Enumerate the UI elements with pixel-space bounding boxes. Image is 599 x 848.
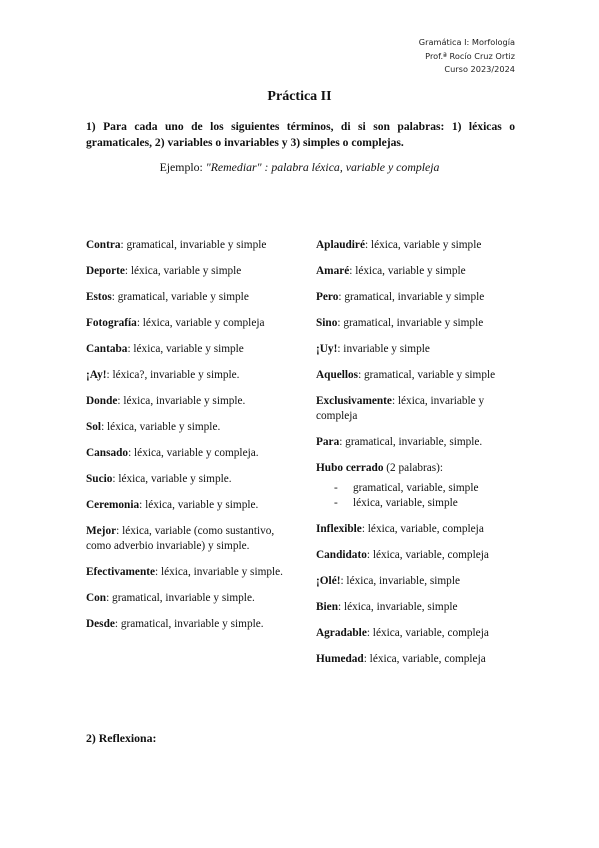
term-classification: : gramatical, variable y simple [358, 369, 496, 381]
term-word: Amaré [316, 265, 350, 277]
term-word: Sol [86, 421, 102, 433]
term-classification: : léxica, variable y simple [364, 239, 482, 251]
term-word: Cantaba [86, 343, 128, 355]
term-entry [316, 652, 516, 667]
term-word: Sino [316, 317, 338, 329]
term-classification: : gramatical, variable y simple [111, 291, 249, 303]
term-entry [86, 446, 288, 461]
right-column [316, 238, 516, 678]
term-word: Estos [86, 291, 112, 303]
sublist-item: - gramatical, variable, simple [316, 481, 516, 496]
example-text: "Remediar" : palabra léxica, variable y compleja [205, 160, 440, 174]
term-classification: : invariable y simple [337, 343, 430, 355]
term-entry [316, 574, 516, 589]
example-label: Ejemplo: [159, 160, 206, 174]
term-entry [86, 420, 288, 435]
term-classification: : léxica?, invariable y simple. [106, 369, 240, 381]
term-word: Candidato [316, 549, 367, 561]
term-word: Mejor [86, 525, 117, 537]
term-classification: : léxica, invariable, simple [340, 575, 460, 587]
term-entry [86, 524, 288, 554]
term-entry [316, 548, 516, 563]
term-word: Con [86, 592, 107, 604]
term-word: Sucio [86, 473, 113, 485]
term-classification: : gramatical, invariable y simple [120, 239, 267, 251]
term-classification: : léxica, variable, compleja [361, 523, 484, 535]
term-classification: : léxica, variable, compleja [366, 627, 489, 639]
term-classification: : léxica, variable y simple. [112, 473, 232, 485]
term-entry [316, 264, 516, 279]
example-line [0, 160, 599, 175]
term-classification: : léxica, variable, compleja [363, 653, 486, 665]
term-word: Aplaudiré [316, 239, 365, 251]
term-classification: : léxica, variable y simple [124, 265, 242, 277]
term-entry [86, 316, 288, 331]
term-entry [86, 264, 288, 279]
term-entry [316, 342, 516, 357]
term-entry [316, 316, 516, 331]
term-entry [316, 600, 516, 615]
term-classification: : gramatical, invariable, simple. [339, 436, 483, 448]
term-classification: : léxica, invariable y simple. [117, 395, 246, 407]
term-word: Humedad [316, 653, 364, 665]
term-word: Fotografía [86, 317, 137, 329]
term-classification: : gramatical, invariable y simple. [106, 592, 255, 604]
term-entry [86, 472, 288, 487]
term-entry [86, 238, 288, 253]
term-word: Exclusivamente [316, 395, 392, 407]
question-1: 1) Para cada uno de los siguientes términos, di si son palabras: 1) léxicas o gramaticales, 2) variables o invariables y 3) simples o complejas. [86, 120, 515, 149]
term-classification: : léxica, invariable, simple [337, 601, 458, 613]
term-entry [316, 522, 516, 537]
term-word: Desde [86, 618, 115, 630]
term-word: Contra [86, 239, 121, 251]
term-entry [86, 565, 288, 580]
professor-name: Prof.ª Rocío Cruz Ortiz [425, 50, 515, 61]
term-classification: : léxica, variable y simple [127, 343, 244, 355]
term-entry [86, 394, 288, 409]
course-year: Curso 2023/2024 [444, 64, 515, 74]
term-classification: (2 palabras): [383, 462, 444, 474]
term-classification: : léxica, variable y simple. [139, 499, 259, 511]
term-classification: : léxica, invariable y compleja [316, 395, 485, 422]
term-entry [86, 617, 288, 632]
term-entry [316, 435, 516, 450]
course-name: Gramática I: Morfología [418, 37, 515, 47]
term-entry [316, 394, 516, 424]
term-classification: : léxica, variable y compleja. [128, 447, 259, 459]
term-word: Efectivamente [86, 566, 156, 578]
left-column [86, 238, 288, 643]
term-classification: : léxica, variable, compleja [366, 549, 489, 561]
term-entry [86, 342, 288, 357]
term-word: Cansado [86, 447, 129, 459]
term-classification: : léxica, variable y simple. [101, 421, 221, 433]
term-classification: : léxica, invariable y simple. [155, 566, 284, 578]
document-header [419, 36, 515, 77]
term-classification: : léxica, variable y compleja [136, 317, 265, 329]
term-entry [316, 461, 516, 476]
page-title: Práctica II [267, 89, 332, 104]
term-word: Bien [316, 601, 338, 613]
term-entry [316, 290, 516, 305]
term-entry [316, 626, 516, 641]
term-classification: : gramatical, invariable y simple [337, 317, 484, 329]
term-word: Ceremonia [86, 499, 140, 511]
term-word: ¡Olé! [316, 575, 341, 587]
term-word: Aquellos [316, 369, 359, 381]
term-classification: : léxica, variable (como sustantivo, como adverbio invariable) y simple. [86, 525, 275, 552]
term-word: Para [316, 436, 340, 448]
term-entry [86, 498, 288, 513]
term-word: Deporte [86, 265, 125, 277]
term-word: ¡Uy! [316, 343, 338, 355]
term-word: Agradable [316, 627, 367, 639]
term-word: Inflexible [316, 523, 362, 535]
term-entry [316, 368, 516, 383]
term-classification: : léxica, variable y simple [349, 265, 466, 277]
sublist-item: - léxica, variable, simple [316, 496, 516, 511]
term-entry [316, 238, 516, 253]
term-word: Pero [316, 291, 339, 303]
term-entry [86, 591, 288, 606]
term-word: Donde [86, 395, 118, 407]
term-classification: : gramatical, invariable y simple. [114, 618, 264, 630]
term-word: Hubo cerrado [316, 462, 384, 474]
term-classification: : gramatical, invariable y simple [338, 291, 485, 303]
term-entry [86, 368, 288, 383]
term-word: ¡Ay! [86, 369, 107, 381]
hubo-cerrado-sublist [316, 481, 516, 511]
question-2: 2) Reflexiona: [86, 731, 157, 745]
term-entry [86, 290, 288, 305]
